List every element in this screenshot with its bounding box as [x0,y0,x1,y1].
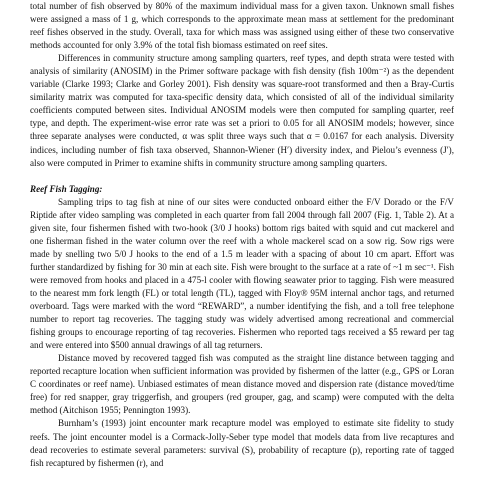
paragraph-mass-assignment: total number of fish observed by 80% of the maximum individual mass for a given taxon. Unknown small fishes were assigned a mass of 1 g, which corresponds to the approximate mean mass at settlement for the predominant reef fishes observed in the study. Overall, taxa for which mass was assigned using either of these two conservative methods accounted for only 3.9% of the total fish biomass estimated on reef sites. [30,1,454,51]
paragraph-encounter-model: Burnham’s (1993) joint encounter mark recapture model was employed to estimate site fidelity to study reefs. The joint encounter model is a Cormack-Jolly-Seber type model that models data from live recaptures and dead recoveries to estimate several parameters: survival (S), probability of recapture (p), reporting rate of tagged fish recaptured by fishermen (r), and [30,418,454,468]
paragraph-anosim-analysis: Differences in community structure among sampling quarters, reef types, and depth strata were tested with analysis of similarity (ANOSIM) in the Primer software package with fish density (fish 100m⁻²) as the dependent variable (Clarke 1993; Clarke and Gorley 2001). Fish density was square-root transformed and then a Bray-Curtis similarity matrix was computed for taxa-specific density data, which consisted of all of the individual similarity coefficients computed between sites. Individual ANOSIM models were then computed for sampling quarter, reef type, and depth. The experiment-wise error rate was set a priori to 0.05 for all ANOSIM models; however, since three separate analyses were conducted, α was split three ways such that α = 0.0167 for each analysis. Diversity indices, including number of fish taxa observed, Shannon-Wiener (H′) diversity index, and Pielou’s evenness (J′), also were computed in Primer to examine shifts in community structure among sampling quarters. [30,53,454,168]
section-spacer [30,170,454,183]
section-heading-reef-fish-tagging: Reef Fish Tagging: [30,183,103,194]
paragraph-distance-moved: Distance moved by recovered tagged fish was computed as the straight line distance between tagging and reported recapture location when sufficient information was provided by fishermen of the latter (e.g., GPS or Loran C coordinates or reef name). Unbiased estimates of mean distance moved and dispersion rate (distance moved/time free) for red snapper, gray triggerfish, and groupers (red grouper, gag, and scamp) were computed with the delta method (Aitchison 1955; Pennington 1993). [30,353,454,416]
paragraph-tagging-methods: Sampling trips to tag fish at nine of our sites were conducted onboard either the F/V Dorado or the F/V Riptide after video sampling was completed in each quarter from fall 2004 through fall 2007 (Fig. 1, Table 2). At a given site, four fishermen fished with two-hook (3/0 J hooks) bottom rigs baited with squid and cut mackerel and one fisherman fished in the water column over the reef with a whole mackerel scad on a sow rig. Sow rigs were made by snelling two 5/0 J hooks to the end of a 1.5 m leader with a spacing of about 10 cm apart. Effort was further standardized by fishing for 30 min at each site. Fish were brought to the surface at a rate of ~1 m sec⁻¹. Fish were removed from hooks and placed in a 475-l cooler with flowing seawater prior to tagging. Fish were measured to the nearest mm fork length (FL) or total length (TL), tagged with Floy® 95M internal anchor tags, and returned overboard. Tags were marked with the word “REWARD”, a number identifying the fish, and a toll free telephone number to report tag recoveries. The tagging study was widely advertised among recreational and commercial fishing groups to encourage reporting of tag recoveries. Fishermen who reported tags received a $5 reward per tag and were entered into $500 annual drawings of all tag returners. [30,196,454,351]
document-page [30,0,454,480]
